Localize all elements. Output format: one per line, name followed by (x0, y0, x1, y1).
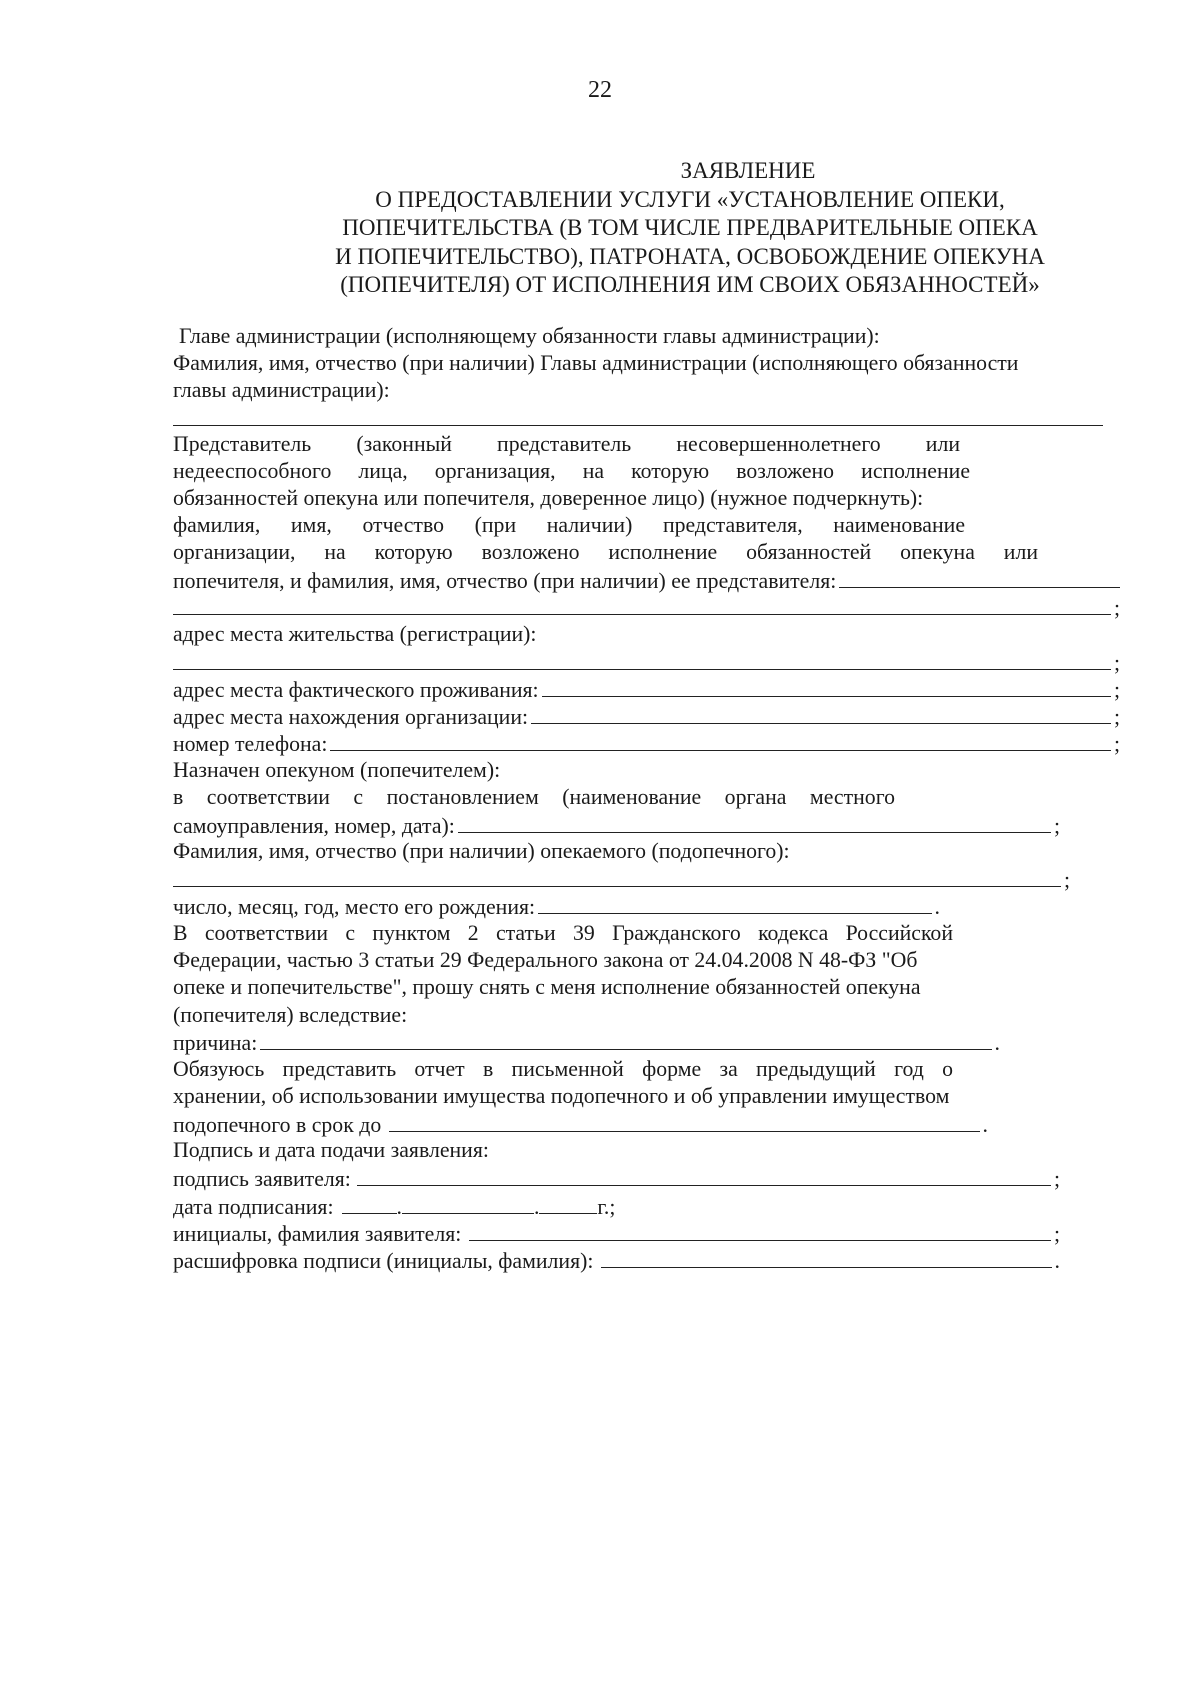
blank-line[interactable] (173, 866, 1061, 888)
semicolon: ; (1113, 705, 1120, 730)
blank-line[interactable] (458, 811, 1051, 833)
blank-line[interactable] (538, 893, 931, 915)
blank-line[interactable] (357, 1165, 1051, 1187)
applicant-name-field[interactable] (173, 1219, 1120, 1246)
title-line: ЗАЯВЛЕНИЕ (680, 158, 816, 183)
blank-line[interactable] (389, 1110, 979, 1132)
actual-address-field[interactable] (173, 675, 1120, 702)
decree-line: в соответствии с постановлением (наименование органа местного (173, 785, 895, 809)
representative-line: фамилия, имя, отчество (при наличии) представителя, наименование (173, 513, 965, 538)
semicolon: ; (1113, 650, 1120, 675)
semicolon: ; (1053, 813, 1060, 838)
field-label: адрес места фактического проживания: (173, 677, 539, 702)
ward-name-field[interactable] (173, 866, 1120, 893)
representative-line: организации, на которую возложено исполнение обязанностей опекуна или (173, 540, 1038, 565)
report-deadline-field[interactable] (173, 1110, 1120, 1137)
representative-name-field-cont[interactable] (173, 594, 1120, 621)
field-label: подопечного в срок до (173, 1112, 382, 1137)
legal-basis-line: В соответствии с пунктом 2 статьи 39 Гражданского кодекса Российской (173, 920, 953, 945)
field-label: дата подписания: (173, 1194, 334, 1219)
day-blank[interactable] (342, 1192, 397, 1214)
semicolon: ; (1113, 596, 1120, 621)
blank-line[interactable] (330, 730, 1111, 752)
period: . (396, 1194, 402, 1219)
blank-line[interactable] (469, 1219, 1051, 1241)
application-form (173, 323, 1120, 1273)
semicolon: ; (1113, 677, 1120, 702)
representative-line: обязанностей опекуна или попечителя, доверенное лицо) (нужное подчеркнуть): (173, 485, 924, 510)
phone-field[interactable] (173, 730, 1120, 757)
report-obligation-line: Обязуюсь представить отчет в письменной форме за предыдущий год о (173, 1056, 953, 1081)
legal-basis-line: Федерации, частью 3 статьи 29 Федерального закона от 24.04.2008 N 48-ФЗ "Об (173, 948, 918, 973)
year-blank[interactable] (539, 1192, 597, 1214)
signing-date-field[interactable] (173, 1192, 1120, 1219)
field-label: причина: (173, 1031, 258, 1056)
addressee-line: Главе администрации (исполняющему обязанности главы администрации): (179, 324, 880, 348)
field-label: номер телефона: (173, 732, 328, 757)
title-line: О ПРЕДОСТАВЛЕНИИ УСЛУГИ «УСТАНОВЛЕНИЕ ОПЕКИ, (375, 186, 1005, 212)
registration-address-field[interactable] (173, 648, 1120, 675)
addressee-line: главы администрации): (173, 378, 390, 403)
org-address-field[interactable] (173, 702, 1120, 729)
field-label: число, месяц, год, место его рождения: (173, 895, 536, 920)
period: . (533, 1194, 540, 1219)
appointed-label: Назначен опекуном (попечителем): (173, 757, 501, 782)
ward-name-label: Фамилия, имя, отчество (при наличии) опекаемого (подопечного): (173, 839, 790, 864)
blank-line[interactable] (531, 702, 1111, 724)
field-label: инициалы, фамилия заявителя: (173, 1221, 462, 1246)
blank-line[interactable] (173, 405, 1103, 427)
period: . (982, 1112, 988, 1137)
page-number: 22 (588, 77, 612, 103)
field-label: подпись заявителя: (173, 1167, 351, 1192)
addressee-name-field[interactable] (173, 405, 1120, 431)
addressee-line: Фамилия, имя, отчество (при наличии) Главы администрации (исполняющего обязанности (173, 351, 1019, 376)
blank-line[interactable] (173, 648, 1111, 670)
year-suffix: г.; (597, 1194, 616, 1219)
period: . (934, 895, 940, 920)
ward-birth-field[interactable] (173, 893, 1120, 920)
decree-field[interactable] (173, 811, 1120, 838)
field-label: самоуправления, номер, дата): (173, 813, 455, 838)
registration-address-label: адрес места жительства (регистрации): (173, 621, 537, 646)
report-obligation-line: хранении, об использовании имущества подопечного и об управлении имуществом (173, 1084, 950, 1109)
signature-decoding-field[interactable] (173, 1246, 1120, 1273)
representative-line: недееспособного лица, организация, на которую возложено исполнение (173, 458, 970, 483)
semicolon: ; (1113, 732, 1120, 757)
reason-field[interactable] (173, 1029, 1120, 1056)
blank-line[interactable] (542, 675, 1111, 697)
semicolon: ; (1063, 868, 1070, 893)
blank-line[interactable] (601, 1246, 1051, 1268)
title-line: ПОПЕЧИТЕЛЬСТВА (В ТОМ ЧИСЛЕ ПРЕДВАРИТЕЛЬНЫЕ ОПЕКА (342, 215, 1038, 240)
representative-name-field[interactable] (173, 567, 1120, 594)
legal-basis-line: (попечителя) вследствие: (173, 1002, 408, 1027)
title-line: (ПОПЕЧИТЕЛЯ) ОТ ИСПОЛНЕНИЯ ИМ СВОИХ ОБЯЗАННОСТЕЙ» (340, 272, 1040, 297)
document-title (290, 157, 1090, 300)
field-label: расшифровка подписи (инициалы, фамилия): (173, 1248, 594, 1273)
legal-basis-line: опеке и попечительстве", прошу снять с меня исполнение обязанностей опекуна (173, 975, 921, 1000)
signature-header: Подпись и дата подачи заявления: (173, 1138, 489, 1163)
semicolon: ; (1053, 1167, 1060, 1192)
period: . (994, 1031, 1000, 1056)
semicolon: ; (1053, 1221, 1060, 1246)
blank-line[interactable] (839, 567, 1120, 589)
blank-line[interactable] (173, 594, 1111, 616)
representative-line: Представитель (законный представитель несовершеннолетнего или (173, 431, 960, 456)
applicant-signature-field[interactable] (173, 1165, 1120, 1192)
month-blank[interactable] (402, 1192, 534, 1214)
field-label: адрес места нахождения организации: (173, 705, 529, 730)
period: . (1054, 1248, 1060, 1273)
field-label: попечителя, и фамилия, имя, отчество (при наличии) ее представителя: (173, 569, 837, 594)
title-line: И ПОПЕЧИТЕЛЬСТВО), ПАТРОНАТА, ОСВОБОЖДЕНИЕ ОПЕКУНА (335, 243, 1045, 269)
blank-line[interactable] (260, 1029, 991, 1051)
